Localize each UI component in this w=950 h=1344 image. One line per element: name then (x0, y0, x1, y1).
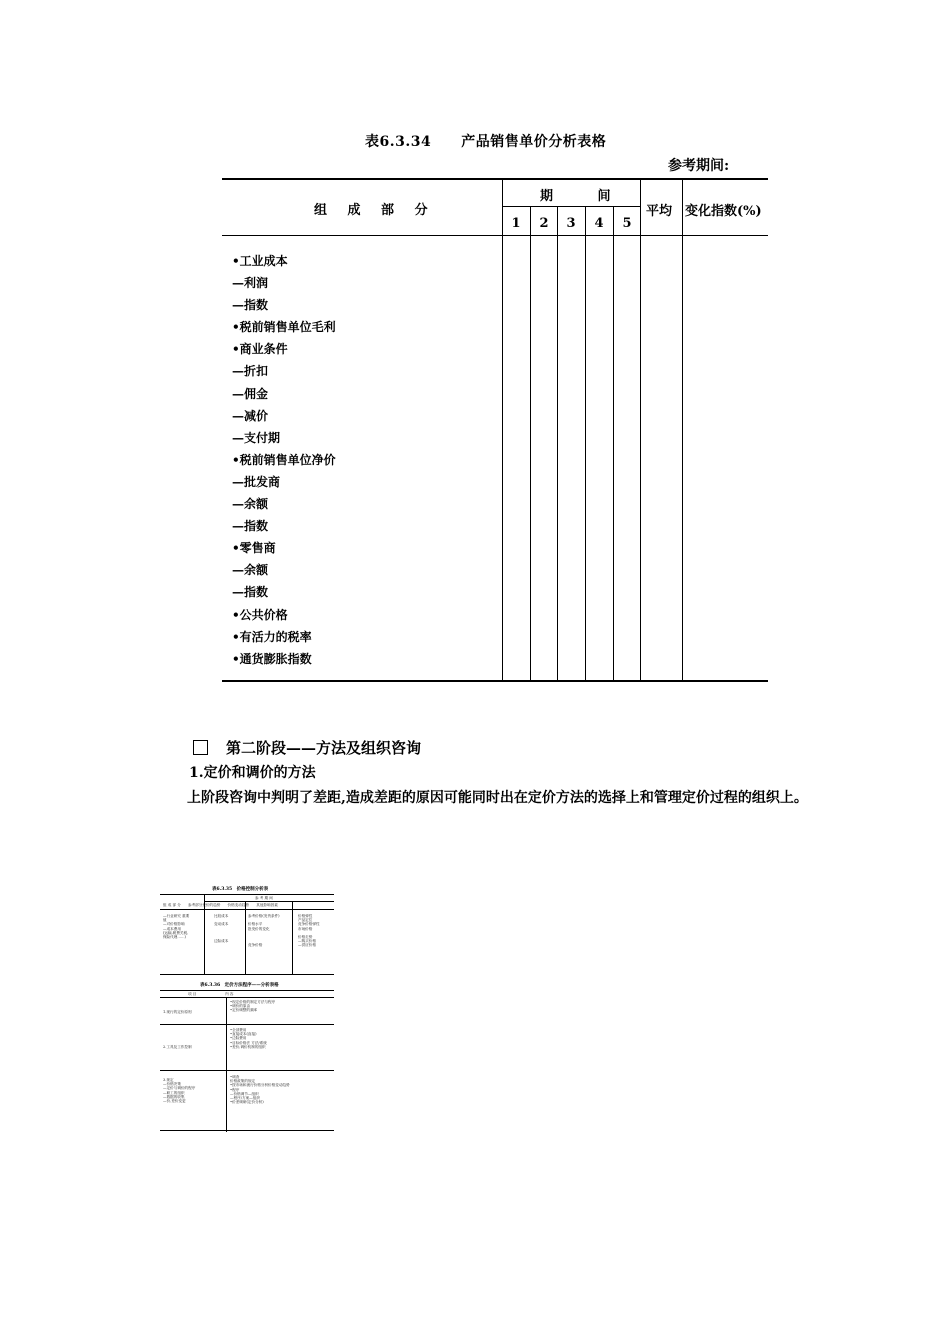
col-divider (640, 178, 641, 682)
average-column-header: 平均 (646, 204, 673, 219)
thumb-rule (160, 1070, 334, 1071)
thumb-text: •现定价格的制定方法与程序 •调价的原由 •定价调整的频率 (230, 1000, 276, 1013)
thumb-rule (160, 1130, 334, 1131)
table-row-label: —指数 (232, 585, 269, 600)
thumb-text: 组 成 部 分 参考部分差价的趋势 价格变动趋势 其他影响因素 (163, 903, 278, 907)
period-number: 1 (511, 216, 521, 231)
table-caption-title: 产品销售单价分析表格 (461, 134, 607, 150)
col-divider (613, 206, 614, 682)
thumb-text: 参考价格(发货条件) 价格水平 批发价的变化 竞争价格 (248, 914, 280, 948)
thumb-text: 价格弹性 产品定位 竞争价格弹性 市场价格 价格走势 —购买价格 —供应价格 (298, 914, 320, 948)
checkbox-square-icon (193, 740, 208, 755)
thumb-rule (204, 894, 205, 974)
thumb-text: 比较成本 变动成本 边际成本 (214, 914, 229, 944)
table-row-label: —指数 (232, 519, 269, 534)
component-row-list (232, 250, 336, 670)
thumb-rule (160, 974, 334, 975)
table-caption (365, 131, 606, 151)
thumb-rule (204, 901, 334, 902)
section-heading-text: 第二阶段——方法及组织咨询 (226, 739, 422, 757)
thumbnail-caption-2: 表6.3.36 定价方法程序——分析表格 (200, 983, 279, 988)
table-row-label: —佣金 (232, 386, 269, 401)
table-row-label: —批发商 (232, 474, 281, 489)
table-bottom-rule (222, 680, 768, 682)
component-column-header: 组 成 部 分 (314, 203, 436, 218)
period-number: 5 (622, 216, 632, 231)
thumb-rule (160, 894, 334, 895)
sales-price-analysis-table (222, 178, 768, 683)
thumb-rule (160, 1024, 334, 1025)
table-row-label: •税前销售单位毛利 (232, 320, 336, 335)
thumbnail-caption-1: 表6.3.35 价格控制分析表 (212, 887, 269, 892)
thumb-rule (160, 997, 334, 998)
body-paragraph: 上阶段咨询中判明了差距,造成差距的原因可能同时出在定价方法的选择上和管理定价过程的组织上。 (187, 790, 808, 806)
table-top-rule (222, 178, 768, 180)
table-row-label: •通货膨胀指数 (232, 651, 312, 666)
thumb-text: 2.工具及工作控制 (163, 1045, 192, 1049)
col-divider (530, 206, 531, 682)
header-bottom-rule (222, 235, 768, 236)
thumb-rule (226, 997, 227, 1132)
col-divider (585, 206, 586, 682)
col-divider (557, 206, 558, 682)
period-header-divider (502, 206, 640, 207)
thumb-rule (292, 901, 293, 974)
table-row-label: •商业条件 (232, 342, 288, 357)
index-column-header: 变化指数(%) (685, 204, 762, 219)
table-row-label: —余额 (232, 563, 269, 578)
table-caption-number: 表6.3.34 (365, 134, 432, 150)
table-row-label: •工业成本 (232, 254, 288, 268)
period-column-header: 期 间 (540, 189, 631, 204)
table-row-label: —指数 (232, 298, 269, 313)
table-row-label: —余额 (232, 497, 269, 512)
table-row-label: —折扣 (232, 364, 269, 379)
thumb-text: •全部费用 •直接成本(直接) •边际费用 •目标价格法 方法/系统 •差价,调价机制的组织 (230, 1028, 267, 1049)
table-row-label: •公共价格 (232, 607, 288, 622)
table-row-label: •税前销售单位净价 (232, 452, 336, 467)
col-divider (682, 178, 683, 682)
thumb-text: 项 目 内 容 (188, 992, 234, 996)
col-divider (502, 178, 503, 682)
table-row-label: —利润 (232, 276, 269, 291)
thumb-rule (245, 901, 246, 974)
thumb-text: 1.现行的定价原则 (163, 1010, 192, 1014)
table-row-label: —支付期 (232, 430, 281, 445)
table-row-label: •零售商 (232, 541, 276, 556)
subsection-heading: 1.定价和调价的方法 (189, 765, 316, 781)
thumb-text: •调查 价格政策的规定 •按市场和流行价格分析价格变动趋势 •程序 —价格调节—组织 —程序/方案—组织 •价差调研(定价分析) (230, 1075, 290, 1105)
reference-period-label: 参考期间: (668, 158, 730, 174)
period-number: 4 (594, 216, 604, 231)
thumb-rule (160, 990, 334, 991)
period-number: 2 (539, 216, 549, 231)
table-row-label: •有活力的税率 (232, 629, 312, 644)
period-number: 3 (566, 216, 576, 231)
thumb-rule (160, 909, 334, 910)
thumb-text: 3.规定 —价格决策 —定价与调价的程序 —职工的组织 —数据的收集 —价,差价变更 (163, 1078, 196, 1104)
thumb-text: —行业研究 重要 值 —对价格影响 —成本费用 (运输,税费关税, 保险代理……) (163, 914, 190, 940)
thumb-text: 参 考 期 间 (255, 896, 273, 900)
section-heading (193, 737, 421, 758)
table-row-label: —减价 (232, 408, 269, 423)
thumbnail-tables-image (160, 882, 334, 1132)
